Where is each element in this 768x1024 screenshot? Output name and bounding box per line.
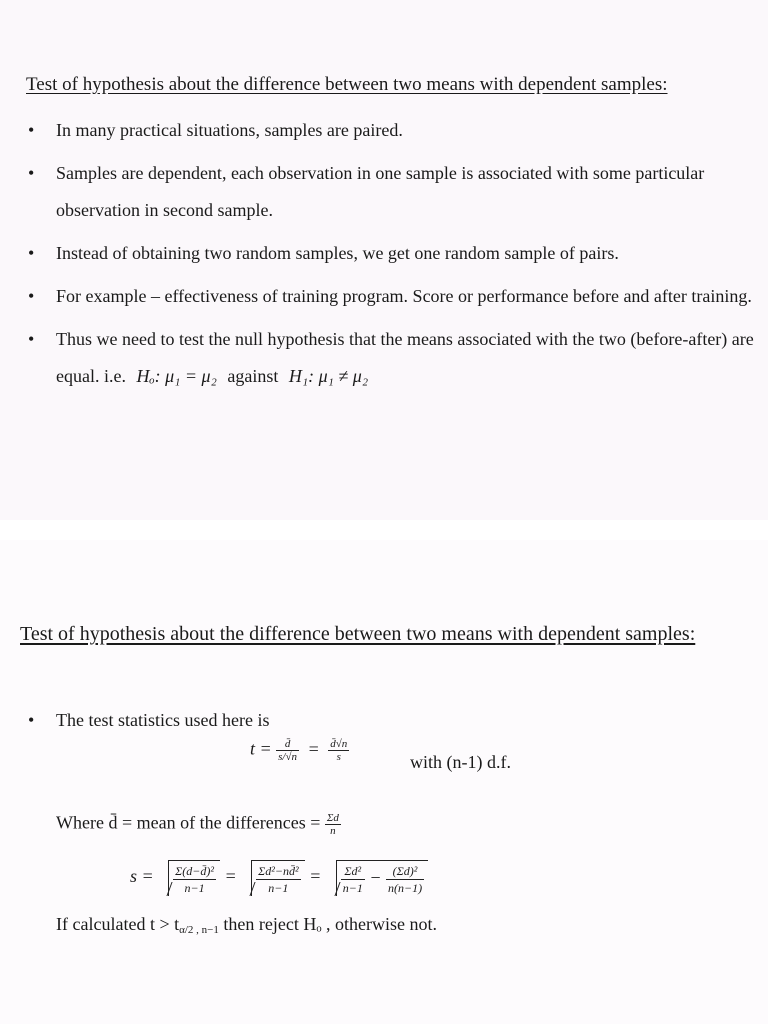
critical-value-subscript: α/2 , n−1 <box>179 924 219 936</box>
fraction-denominator: n <box>325 824 341 837</box>
slide-1-bullet-list <box>26 112 756 401</box>
bullet-item: • Samples are dependent, each observation in one sample is associated with some particular observation in second sample. <box>26 155 756 229</box>
fraction-numerator: d̄ <box>284 738 291 750</box>
against-word: against <box>227 366 279 386</box>
mean-fraction <box>325 812 341 837</box>
t-statistic-formula <box>250 738 349 763</box>
decision-rule-end: then reject Hₒ , otherwise not. <box>218 914 437 934</box>
sqrt-1 <box>168 860 220 896</box>
alternative-hypothesis: H₁: μ₁ ≠ μ₂ <box>288 366 369 386</box>
hypothesis-intro: Thus we need to test the null hypothesis that the means associated with the two (before-after) are equal. i.e. <box>56 329 754 386</box>
minus-sign: − <box>369 867 386 888</box>
decision-rule <box>56 914 437 936</box>
slide-2 <box>0 540 768 1024</box>
t-lhs: t = <box>250 738 272 759</box>
s-fraction-1 <box>173 863 216 896</box>
equals-sign: = <box>224 866 242 887</box>
standard-deviation-formula <box>130 860 428 896</box>
fraction-denominator: n(n−1) <box>388 881 423 895</box>
bullet-item: • Instead of obtaining two random samples, we get one random sample of pairs. <box>26 235 756 272</box>
fraction-denominator: n−1 <box>342 881 363 895</box>
fraction-numerator: d̄√n <box>330 738 348 750</box>
bullet-item: • In many practical situations, samples are paired. <box>26 112 756 149</box>
fraction-denominator: n−1 <box>256 879 300 896</box>
bullet-item: • The test statistics used here is <box>26 702 746 739</box>
equals-sign: = <box>307 738 320 759</box>
mean-definition <box>56 812 341 837</box>
fraction-numerator: Σd <box>326 812 339 824</box>
s-lhs: s = <box>130 866 154 887</box>
fraction-denominator: s/√n <box>278 751 298 763</box>
fraction-numerator: Σ(d−d̄)² <box>175 864 214 878</box>
fraction-denominator: n−1 <box>173 879 216 896</box>
fraction-numerator: Σd²−nd̄² <box>258 864 299 878</box>
sqrt-3 <box>336 860 428 896</box>
degrees-of-freedom: with (n-1) d.f. <box>410 752 511 772</box>
t-fraction-2 <box>328 738 349 763</box>
decision-rule-start: If calculated t > t <box>56 914 180 934</box>
fraction-numerator: (Σd)² <box>392 864 418 878</box>
s-fraction-3b <box>386 863 424 896</box>
slide-2-title: Test of hypothesis about the difference between two means with dependent samples: <box>20 623 696 645</box>
t-fraction-1 <box>276 738 299 763</box>
s-fraction-3a <box>341 863 365 896</box>
null-hypothesis: Hₒ: μ₁ = μ₂ <box>136 366 217 386</box>
s-fraction-2 <box>256 863 300 896</box>
bullet-item-hypothesis <box>26 321 756 395</box>
bullet-item: • For example – effectiveness of training program. Score or performance before and after training. <box>26 278 756 315</box>
slide-1-title: Test of hypothesis about the difference between two means with dependent samples: <box>26 74 668 95</box>
fraction-denominator: s <box>328 750 349 763</box>
fraction-numerator: Σd² <box>344 864 362 878</box>
equals-sign: = <box>309 866 326 887</box>
where-text: Where d̄ = mean of the differences = <box>56 812 321 833</box>
slide-2-bullet-list <box>26 702 746 745</box>
sqrt-2 <box>251 860 304 896</box>
